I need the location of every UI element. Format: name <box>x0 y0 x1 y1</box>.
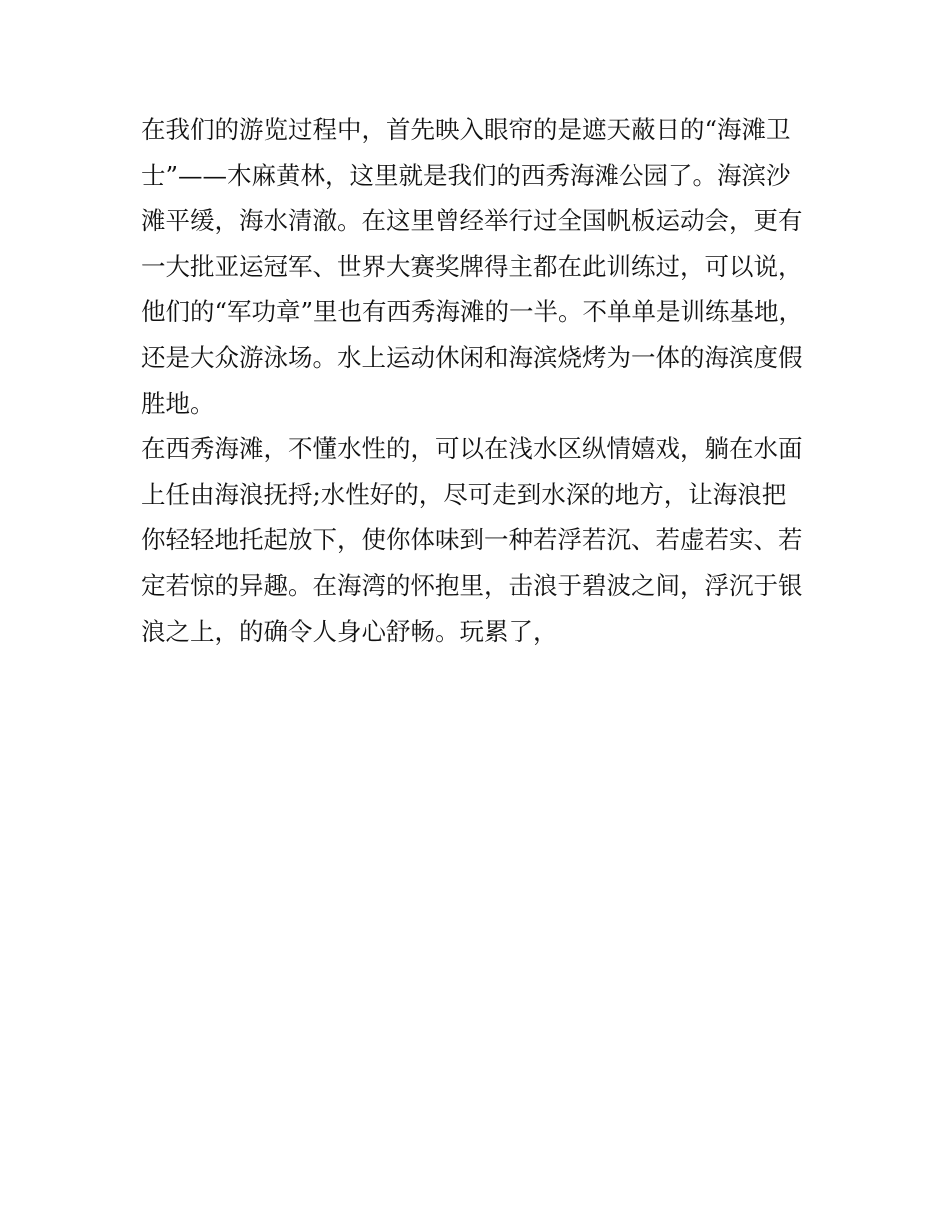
text-line: 在西秀海滩，不懂水性的，可以在浅水区纵情嬉戏，躺在水面 <box>141 434 803 464</box>
text-line: 上任由海浪抚捋;水性好的，尽可走到水深的地方，让海浪把 <box>141 479 787 509</box>
text-line: 还是大众游泳场。水上运动休闲和海滨烧烤为一体的海滨度假 <box>141 342 803 372</box>
text-line: 他们的“军功章”里也有西秀海滩的一半。不单单是训练基地， <box>141 297 804 327</box>
paragraph-2 <box>141 426 813 654</box>
text-line: 浪之上，的确令人身心舒畅。玩累了， <box>141 616 558 646</box>
text-line: 胜地。 <box>141 388 215 418</box>
text-line: 士”——木麻黄林，这里就是我们的西秀海滩公园了。海滨沙 <box>141 160 791 190</box>
text-line: 定若惊的异趣。在海湾的怀抱里，击浪于碧波之间，浮沉于银 <box>141 570 803 600</box>
document-body <box>141 107 813 654</box>
paragraph-1 <box>141 107 813 426</box>
text-line: 你轻轻地托起放下，使你体味到一种若浮若沉、若虚若实、若 <box>141 525 803 555</box>
text-line: 一大批亚运冠军、世界大赛奖牌得主都在此训练过，可以说， <box>141 251 803 281</box>
text-line: 滩平缓，海水清澈。在这里曾经举行过全国帆板运动会，更有 <box>141 206 803 236</box>
text-line: 在我们的游览过程中，首先映入眼帘的是遮天蔽日的“海滩卫 <box>141 115 791 144</box>
